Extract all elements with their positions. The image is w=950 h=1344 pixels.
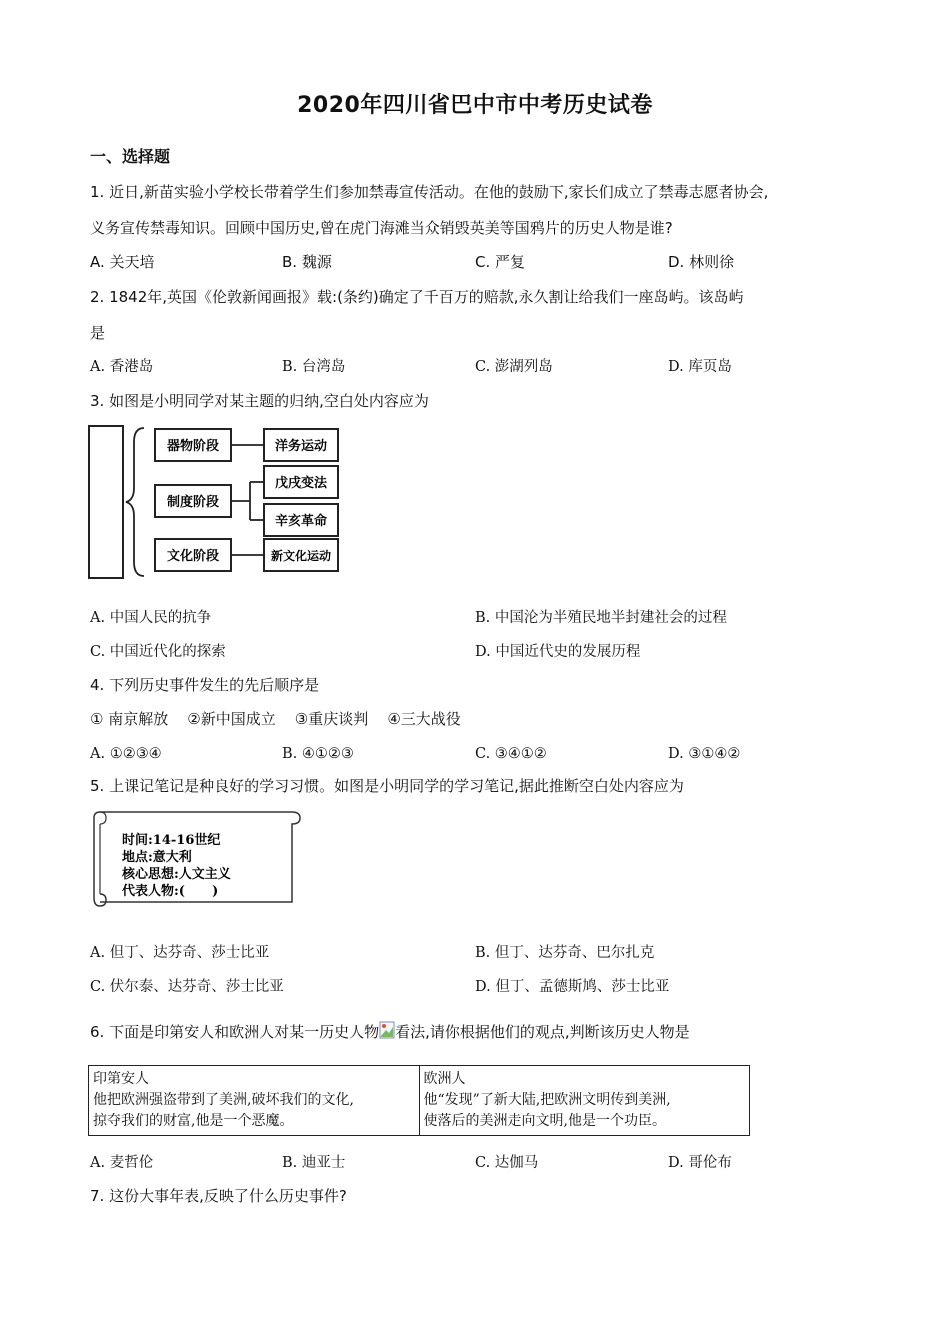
q6-european-text-line2: 使落后的美洲走向文明,他是一个功臣。 bbox=[423, 1113, 666, 1129]
page-title: 2020年四川省巴中市中考历史试卷 bbox=[297, 93, 653, 118]
q3-stage1-label: 器物阶段 bbox=[166, 439, 220, 454]
q6-stem bbox=[90, 1021, 690, 1042]
q5-note-people: 代表人物:( ) bbox=[122, 884, 219, 899]
q4-option-c[interactable]: C. ③④①② bbox=[475, 746, 547, 762]
q5-options-row1 bbox=[90, 943, 880, 963]
q5-options-row2 bbox=[90, 977, 880, 997]
q5-option-a[interactable]: A. 但丁、达芬奇、莎士比亚 bbox=[90, 945, 270, 961]
q1-stem-line1: 1. 近日,新苗实验小学校长带着学生们参加禁毒宣传活动。在他的鼓励下,家长们成立了禁毒志愿者协会, bbox=[90, 183, 769, 201]
q3-diagram bbox=[86, 420, 346, 584]
q2-stem-line1: 2. 1842年,英国《伦敦新闻画报》载:(条约)确定了千百万的赔款,永久割让给我们一座岛屿。该岛屿 bbox=[90, 288, 744, 306]
q5-option-c[interactable]: C. 伏尔泰、达芬奇、莎士比亚 bbox=[90, 979, 284, 995]
q6-indian-header: 印第安人 bbox=[93, 1071, 149, 1087]
q6-stem-part2: 看法,请你根据他们的观点,判断该历史人物是 bbox=[395, 1023, 690, 1041]
q6-european-header: 欧洲人 bbox=[423, 1071, 466, 1087]
q6-indian-view-cell bbox=[89, 1066, 420, 1136]
q5-note-place: 地点:意大利 bbox=[122, 850, 192, 865]
q1-option-d[interactable]: D. 林则徐 bbox=[668, 253, 735, 271]
q4-option-d[interactable]: D. ③①④② bbox=[668, 746, 741, 762]
q5-option-d[interactable]: D. 但丁、孟德斯鸠、莎士比亚 bbox=[475, 979, 670, 995]
q1-option-c[interactable]: C. 严复 bbox=[475, 253, 526, 271]
q2-option-a[interactable]: A. 香港岛 bbox=[90, 359, 154, 375]
q6-indian-text-line2: 掠夺我们的财富,他是一个恶魔。 bbox=[93, 1113, 294, 1129]
q2-option-c[interactable]: C. 澎湖列岛 bbox=[475, 359, 553, 375]
q3-option-b[interactable]: B. 中国沦为半殖民地半封建社会的过程 bbox=[475, 610, 727, 626]
q3-option-d[interactable]: D. 中国近代史的发展历程 bbox=[475, 644, 641, 660]
q6-european-text-line1: 他“发现”了新大陆,把欧洲文明传到美洲, bbox=[423, 1092, 671, 1108]
q1-option-a[interactable]: A. 关天培 bbox=[90, 253, 155, 271]
q6-stem-part1: 6. 下面是印第安人和欧洲人对某一历史人物 bbox=[90, 1023, 380, 1041]
q6-option-b[interactable]: B. 迪亚士 bbox=[282, 1155, 346, 1171]
q2-stem-line2: 是 bbox=[90, 324, 106, 342]
q5-note-scroll bbox=[86, 806, 304, 910]
q3-option-c[interactable]: C. 中国近代化的探索 bbox=[90, 644, 226, 660]
q3-blank-box bbox=[89, 426, 123, 578]
q5-note-idea: 核心思想:人文主义 bbox=[122, 867, 231, 882]
q3-event3-label: 辛亥革命 bbox=[274, 514, 328, 529]
q2-option-d[interactable]: D. 库页岛 bbox=[668, 359, 732, 375]
q6-option-c[interactable]: C. 达伽马 bbox=[475, 1155, 539, 1171]
q6-european-view-cell bbox=[419, 1066, 750, 1136]
q2-option-b[interactable]: B. 台湾岛 bbox=[282, 359, 346, 375]
q5-stem: 5. 上课记笔记是种良好的学习习惯。如图是小明同学的学习笔记,据此推断空白处内容应为 bbox=[90, 777, 684, 795]
q1-options bbox=[90, 252, 880, 272]
q3-option-a[interactable]: A. 中国人民的抗争 bbox=[90, 610, 212, 626]
q3-options-row2 bbox=[90, 642, 880, 662]
q2-options bbox=[90, 357, 880, 377]
q4-options bbox=[90, 744, 880, 764]
q3-options-row1 bbox=[90, 608, 880, 628]
q4-option-a[interactable]: A. ①②③④ bbox=[90, 746, 162, 762]
q3-stage2-label: 制度阶段 bbox=[166, 495, 220, 510]
q3-brace bbox=[126, 428, 144, 576]
q3-event4-label: 新文化运动 bbox=[270, 549, 332, 563]
q4-stem: 4. 下列历史事件发生的先后顺序是 bbox=[90, 676, 320, 694]
q7-stem: 7. 这份大事年表,反映了什么历史事件? bbox=[90, 1187, 347, 1205]
q3-event2-label: 戊戌变法 bbox=[274, 476, 328, 491]
q1-option-b[interactable]: B. 魏源 bbox=[282, 253, 332, 271]
q6-views-table bbox=[88, 1065, 750, 1136]
q6-option-d[interactable]: D. 哥伦布 bbox=[668, 1155, 732, 1171]
section-heading: 一、选择题 bbox=[90, 147, 171, 166]
q6-options bbox=[90, 1153, 880, 1173]
q3-stage3-label: 文化阶段 bbox=[166, 549, 220, 564]
q5-option-b[interactable]: B. 但丁、达芬奇、巴尔扎克 bbox=[475, 945, 655, 961]
q4-option-b[interactable]: B. ④①②③ bbox=[282, 746, 354, 762]
q6-option-a[interactable]: A. 麦哲伦 bbox=[90, 1155, 154, 1171]
q1-stem-line2: 义务宣传禁毒知识。回顾中国历史,曾在虎门海滩当众销毁英美等国鸦片的历史人物是谁? bbox=[90, 219, 673, 237]
broken-image-icon bbox=[379, 1021, 395, 1039]
q4-events: ① 南京解放 ②新中国成立 ③重庆谈判 ④三大战役 bbox=[90, 710, 461, 728]
q6-indian-text-line1: 他把欧洲强盗带到了美洲,破坏我们的文化, bbox=[93, 1092, 354, 1108]
q3-stem: 3. 如图是小明同学对某主题的归纳,空白处内容应为 bbox=[90, 392, 429, 410]
q5-note-time: 时间:14-16世纪 bbox=[122, 833, 221, 848]
q3-event1-label: 洋务运动 bbox=[274, 439, 328, 454]
